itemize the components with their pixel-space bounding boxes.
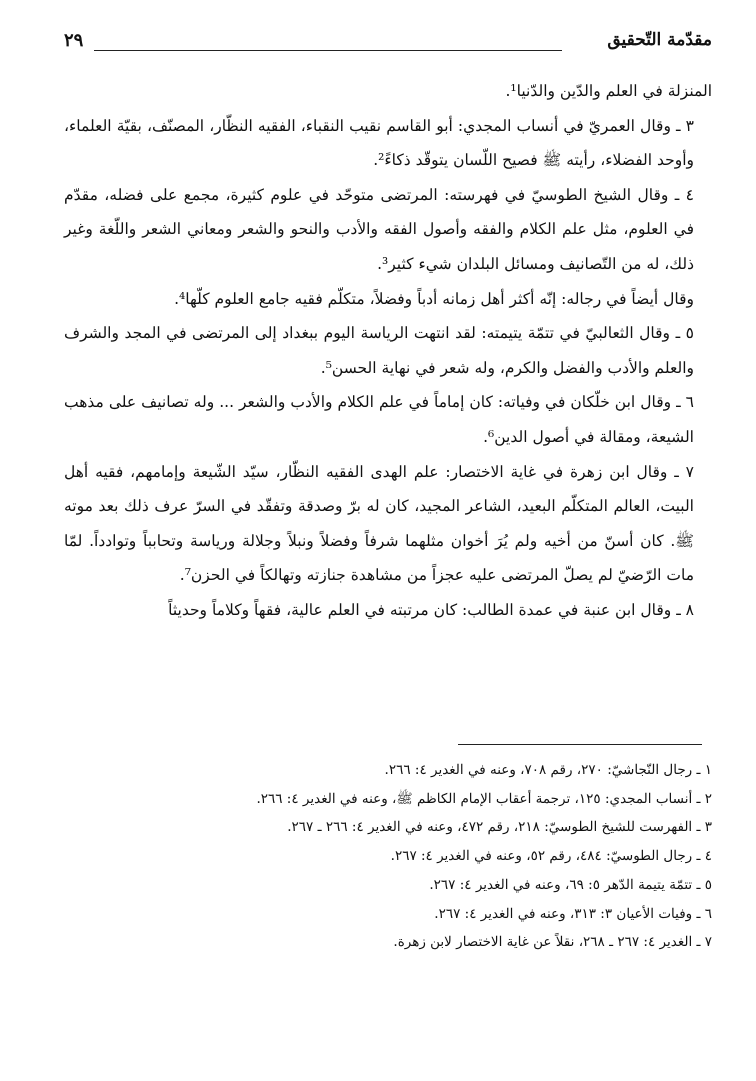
paragraph: ٧ ـ وقال ابن زهرة في غاية الاختصار: علم الهدى الفقيه النظّار، سيّد الشّيعة وإمامهم، فقيه أهل البيت، العالم المتكلّم البعيد، الشاعر المجيد، كان له برّ وصدقة وتفقّد في السرّ عرف ذلك بعد موته ﷺ. كان أسنّ من أخيه ولم يُرَ أخوان مثلهما شرفاً وفضلاً ونبلاً وجلالة ورياسة وتحابباً وتوادداً. لمّا مات الرّضيّ لم يصلّ المرتضى عليه عجزاً من مشاهدة جنازته وتهالكاً في الحزن⁷. [64,462,694,585]
footnote: ٧ ـ الغدير ٤: ٢٦٧ ـ ٢٦٨، نقلاً عن غاية الاختصار لابن زهرة. [393,934,712,951]
paragraph: ٦ ـ وقال ابن خلّكان في وفياته: كان إماماً في علم الكلام والأدب والشعر ... وله تصانيف على مذهب الشيعة، ومقالة في أصول الدين⁶. [64,393,694,446]
footnote-separator [458,744,702,745]
footnotes [152,756,712,957]
footnote: ٢ ـ أنساب المجدي: ١٢٥، ترجمة أعقاب الإمام الكاظم ﷺ، وعنه في الغدير ٤: ٢٦٦. [256,790,712,807]
paragraph: ٤ ـ وقال الشيخ الطوسيّ في فهرسته: المرتضى متوحّد في علوم كثيرة، مجمع على فضله، مقدّم في العلوم، مثل علم الكلام والفقه وأصول الفقه والأدب والنحو والشعر ومعاني الشعر واللّغة وغير ذلك، له من التّصانيف ومسائل البلدان شيء كثير³. [64,185,694,273]
paragraph: وقال أيضاً في رجاله: إنّه أكثر أهل زمانه أدباً وفضلاً، متكلّم فقيه جامع العلوم كلّها⁴. [174,289,694,308]
paragraph: ٣ ـ وقال العمريّ في أنساب المجدي: أبو القاسم نقيب النقباء، الفقيه النظّار، المصنّف، بقيّة العلماء، وأوحد الفضلاء، رأيته ﷺ فصيح اللّسان يتوقّد ذكاءً². [64,116,694,170]
running-header [64,30,712,60]
paragraph: ٨ ـ وقال ابن عنبة في عمدة الطالب: كان مرتبته في العلم عالية، فقهاً وكلاماً وحديثاً [168,600,694,619]
main-text [64,74,712,628]
footnote: ٥ ـ تتمّة يتيمة الدّهر ٥: ٦٩، وعنه في الغدير ٤: ٢٦٧. [429,876,712,893]
paragraph: ٥ ـ وقال الثعالبيّ في تتمّة يتيمته: لقد انتهت الرياسة اليوم ببغداد إلى المرتضى في المجد والشرف والعلم والأدب والفضل والكرم، وله شعر في نهاية الحسن⁵. [64,324,694,377]
footnote: ٣ ـ الفهرست للشيخ الطوسيّ: ٢١٨، رقم ٤٧٢، وعنه في الغدير ٤: ٢٦٦ ـ ٢٦٧. [287,819,712,836]
footnote: ٦ ـ وفيات الأعيان ٣: ٣١٣، وعنه في الغدير ٤: ٢٦٧. [434,905,712,922]
header-rule [94,50,562,51]
page-number: ٢٩ [64,30,84,51]
footnote: ١ ـ رجال النّجاشيّ: ٢٧٠، رقم ٧٠٨، وعنه في الغدير ٤: ٢٦٦. [384,762,712,778]
paragraph: المنزلة في العلم والدّين والدّنيا¹. [505,82,712,100]
header-title: مقدّمة التّحقيق [607,30,712,50]
footnote: ٤ ـ رجال الطوسيّ: ٤٨٤، رقم ٥٢، وعنه في الغدير ٤: ٢٦٧. [390,848,712,865]
